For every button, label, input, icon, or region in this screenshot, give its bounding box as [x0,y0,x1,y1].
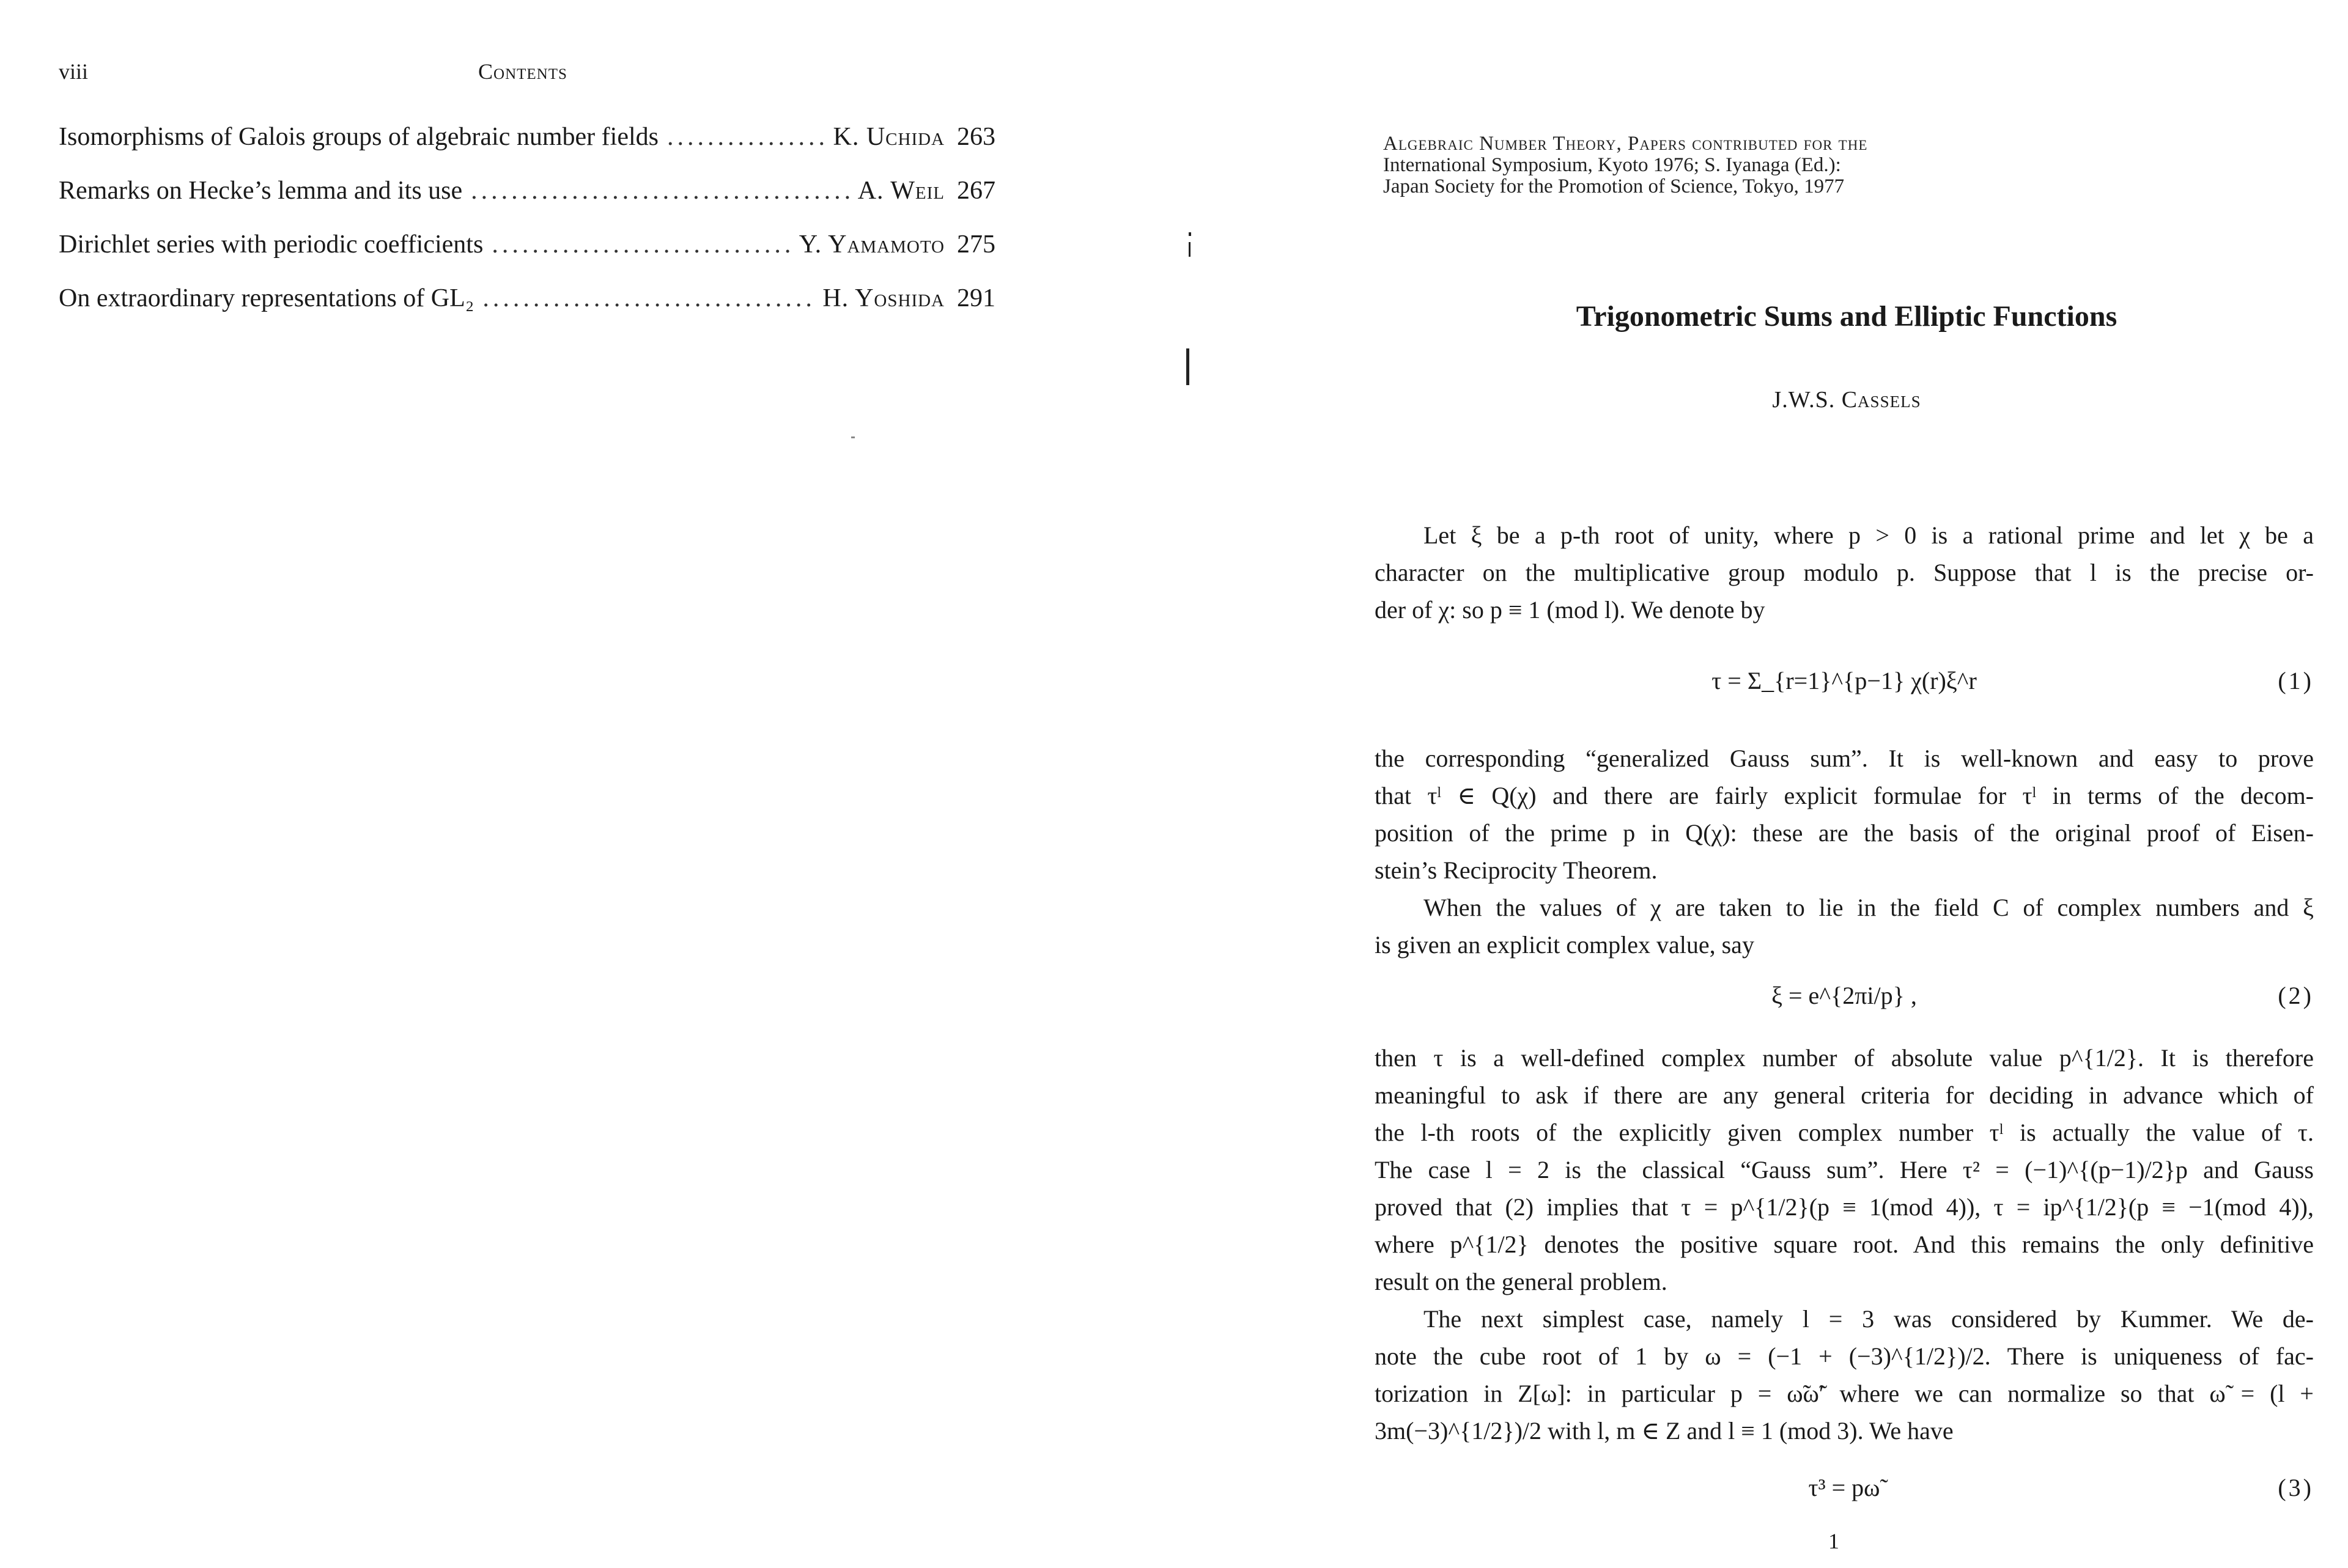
toc-entry [59,284,995,337]
paragraph-1 [1375,517,2314,628]
text-line: the l-th roots of the explicitly given complex number τˡ is actually the value of τ. [1375,1119,2314,1146]
right-page-number: 1 [1828,1529,1839,1553]
text-line: position of the prime p in Q(χ): these are the basis of the original proof of Eisen- [1375,819,2314,847]
toc-entry-page: 267 [957,177,995,205]
table-of-contents [59,122,995,337]
text-line: 3m(−3)^{1/2})/2 with l, m ∈ Z and l ≡ 1 (mod 3). We have [1375,1417,1954,1445]
text-line: The case l = 2 is the classical “Gauss sum”. Here τ² = (−1)^{(p−1)/2}p and Gauss [1375,1156,2314,1183]
toc-leader-dots [492,230,790,259]
scan-mark [1189,242,1191,257]
paragraph-2 [1375,740,2314,889]
equation-3 [1375,1473,2314,1516]
scan-mark [1186,348,1189,385]
scan-mark [851,436,855,438]
equation-number: (2) [2278,982,2314,1009]
text-line: result on the general problem. [1375,1268,1667,1295]
scan-mark [1189,232,1191,236]
text-line: der of χ: so p ≡ 1 (mod l). We denote by [1375,596,1765,624]
journal-line: Algebraic Number Theory, Papers contributed for the [1383,133,1868,155]
equation-body: τ = Σ_{r=1}^{p−1} χ(r)ξ^r [1711,667,1977,694]
text-line: note the cube root of 1 by ω = (−1 + (−3)^{1/2})/2. There is uniqueness of fac- [1375,1342,2314,1370]
journal-line: International Symposium, Kyoto 1976; S. Iyanaga (Ed.): [1383,154,1841,176]
text-line: proved that (2) implies that τ = p^{1/2}(p ≡ 1(mod 4)), τ = ip^{1/2}(p ≡ −1(mod 4)), [1375,1193,2314,1221]
toc-entry-page: 275 [957,230,995,259]
text-line: character on the multiplicative group modulo p. Suppose that l is the precise or- [1375,559,2314,586]
text-line: that τˡ ∈ Q(χ) and there are fairly explicit formulae for τˡ in terms of the decom- [1375,782,2314,809]
paragraph-3 [1375,889,2314,963]
toc-entry-page: 263 [957,123,995,151]
text-line: The next simplest case, namely l = 3 was considered by Kummer. We de- [1423,1305,2314,1333]
toc-entry-author: Y. Yamamoto [799,230,945,259]
text-line: stein’s Reciprocity Theorem. [1375,856,1658,884]
equation-number: (1) [2278,667,2314,694]
text-line: Let ξ be a p-th root of unity, where p > 0 is a rational prime and let χ be a [1423,521,2314,549]
text-line: is given an explicit complex value, say [1375,931,1754,959]
paper-title: Trigonometric Sums and Elliptic Functions [1576,300,2117,333]
paper-author: J.W.S. Cassels [1772,387,1921,413]
toc-leader-dots [482,284,814,313]
toc-entry-title: On extraordinary representations of GL₂ [59,284,474,312]
equation-body: ξ = e^{2πi/p} , [1771,982,1917,1009]
paragraph-4 [1375,1039,2314,1300]
equation-2 [1375,981,2314,1024]
toc-entry-title: Remarks on Hecke’s lemma and its use [59,177,463,205]
text-line: meaningful to ask if there are any general criteria for deciding in advance which of [1375,1081,2314,1109]
text-line: When the values of χ are taken to lie in the field C of complex numbers and ξ [1423,894,2314,921]
equation-body: τ³ = pω̃ [1808,1474,1880,1501]
left-page-header [59,59,1000,95]
journal-line: Japan Society for the Promotion of Science, Tokyo, 1977 [1383,175,1845,197]
paragraph-5 [1375,1300,2314,1449]
contents-heading: Contents [478,59,567,84]
text-line: the corresponding “generalized Gauss sum”. It is well-known and easy to prove [1375,745,2314,772]
toc-entry-title: Dirichlet series with periodic coefficients [59,230,484,259]
toc-entry-author: H. Yoshida [822,284,945,312]
toc-leader-dots [471,176,849,205]
equation-1 [1375,666,2314,709]
text-line: torization in Z[ω]: in particular p = ω̃ω̃′ where we can normalize so that ω̃ = (l + [1375,1380,2314,1407]
toc-entry-author: A. Weil [857,177,945,205]
left-page-number: viii [59,59,89,84]
toc-entry-author: K. Uchida [833,123,945,151]
toc-entry-title: Isomorphisms of Galois groups of algebraic number fields [59,123,659,151]
text-line: then τ is a well-defined complex number of absolute value p^{1/2}. It is therefore [1375,1044,2314,1072]
toc-entry [59,176,995,230]
toc-entry [59,230,995,284]
toc-entry-page: 291 [957,284,995,312]
text-line: where p^{1/2} denotes the positive square root. And this remains the only definitive [1375,1231,2314,1258]
journal-citation [1383,133,1982,197]
toc-leader-dots [667,122,825,152]
toc-entry [59,122,995,176]
equation-number: (3) [2278,1474,2314,1501]
